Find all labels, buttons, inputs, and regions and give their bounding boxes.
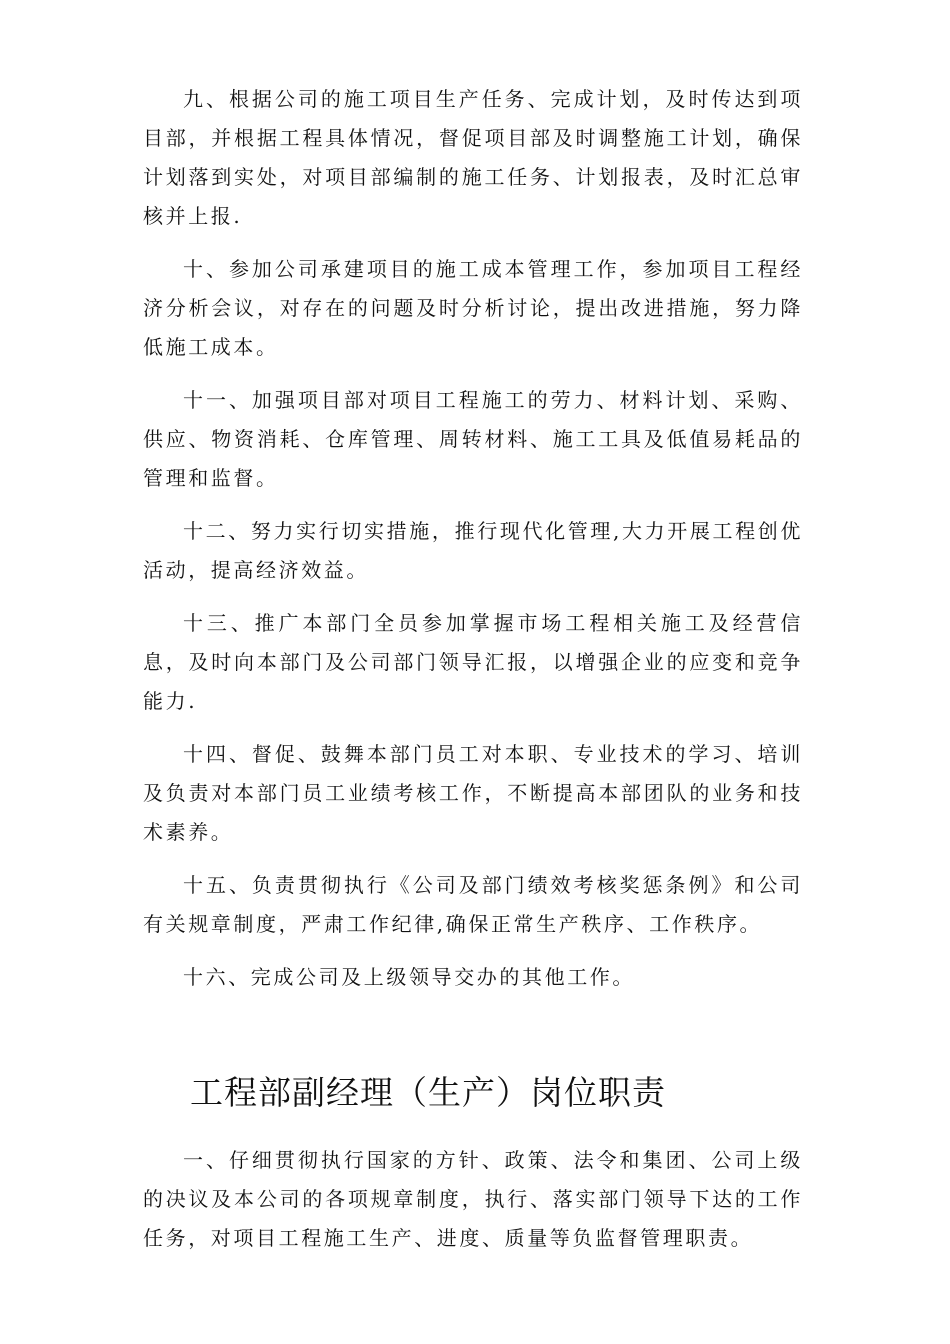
- duty-item-15: 十五、负责贯彻执行《公司及部门绩效考核奖惩条例》和公司有关规章制度，严肃工作纪律,确保正常生产秩序、工作秩序。: [143, 873, 803, 936]
- duty-item-9: 九、根据公司的施工项目生产任务、完成计划，及时传达到项目部，并根据工程具体情况，督促项目部及时调整施工计划，确保计划落到实处，对项目部编制的施工任务、计划报表，及时汇总审核并上报.: [143, 87, 803, 228]
- document-body: [143, 80, 803, 1272]
- duty-item-1: 一、仔细贯彻执行国家的方针、政策、法令和集团、公司上级的决议及本公司的各项规章制度，执行、落实部门领导下达的工作任务，对项目工程施工生产、进度、质量等负监督管理职责。: [143, 1148, 803, 1250]
- section-title: 工程部副经理（生产）岗位职责: [190, 1073, 666, 1112]
- duty-item-12: 十二、努力实行切实措施，推行现代化管理,大力开展工程创优活动，提高经济效益。: [143, 519, 803, 582]
- duty-item-14: 十四、督促、鼓舞本部门员工对本职、专业技术的学习、培训及负责对本部门员工业绩考核工作，不断提高本部团队的业务和技术素养。: [143, 742, 803, 844]
- duty-item-11: 十一、加强项目部对项目工程施工的劳力、材料计划、采购、供应、物资消耗、仓库管理、周转材料、施工工具及低值易耗品的管理和监督。: [143, 388, 803, 490]
- duty-item-16: 十六、完成公司及上级领导交办的其他工作。: [183, 965, 635, 989]
- duty-item-10: 十、参加公司承建项目的施工成本管理工作，参加项目工程经济分析会议，对存在的问题及时分析讨论，提出改进措施，努力降低施工成本。: [143, 257, 803, 359]
- duty-item-13: 十三、推广本部门全员参加掌握市场工程相关施工及经营信息，及时向本部门及公司部门领导汇报，以增强企业的应变和竞争能力.: [143, 611, 803, 713]
